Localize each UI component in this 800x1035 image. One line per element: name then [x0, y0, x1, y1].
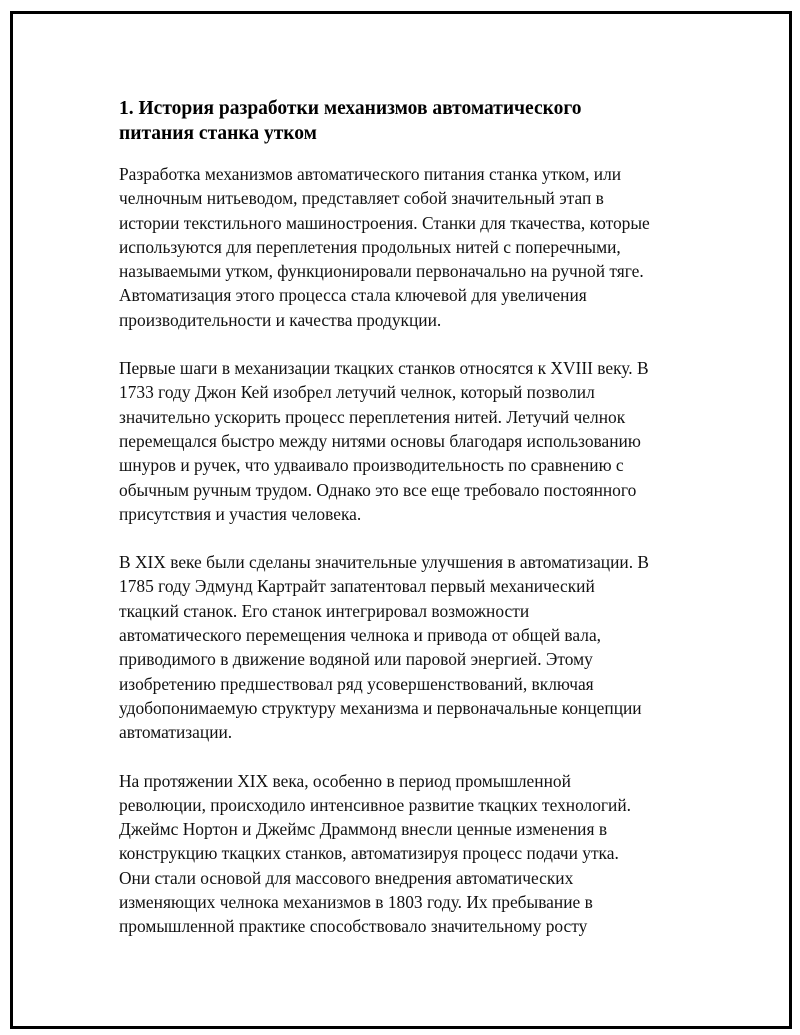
text-line: приводимого в движение водяной или паровой энергией. Этому	[119, 649, 593, 670]
text-line: 1733 году Джон Кей изобрел летучий челнок, который позволил	[119, 382, 595, 403]
text-line: Первые шаги в механизации ткацких станков относятся к XVIII веку. В	[119, 358, 649, 379]
text-line: присутствия и участия человека.	[119, 503, 362, 524]
paragraph-2	[119, 356, 691, 526]
text-line: обычным ручным трудом. Однако это все еще требовало постоянного	[119, 479, 637, 500]
text-line: конструкцию ткацких станков, автоматизируя процесс подачи утка.	[119, 843, 619, 864]
heading-line: 1. История разработки механизмов автоматического	[119, 98, 582, 119]
document-body	[119, 96, 691, 963]
text-line: ткацкий станок. Его станок интегрировал возможности	[119, 600, 530, 621]
text-line: шнуров и ручек, что удваивало производительность по сравнению с	[119, 455, 624, 476]
text-line: автоматизации.	[119, 722, 233, 743]
text-line: перемещался быстро между нитями основы благодаря использованию	[119, 430, 641, 451]
text-line: истории текстильного машиностроения. Станки для ткачества, которые	[119, 212, 650, 233]
text-line: называемыми утком, функционировали первоначально на ручной тяге.	[119, 261, 644, 282]
text-line: революции, происходило интенсивное развитие ткацких технологий.	[119, 794, 632, 815]
text-line: изобретению предшествовал ряд усовершенствований, включая	[119, 673, 594, 694]
section-heading	[119, 96, 691, 146]
text-line: челночным нитьеводом, представляет собой значительный этап в	[119, 188, 604, 209]
text-line: Джеймс Нортон и Джеймс Драммонд внесли ценные изменения в	[119, 819, 608, 840]
text-line: автоматического перемещения челнока и привода от общей вала,	[119, 625, 602, 646]
text-line: Они стали основой для массового внедрения автоматических	[119, 867, 574, 888]
paragraph-3	[119, 550, 691, 744]
text-line: Разработка механизмов автоматического питания станка утком, или	[119, 164, 622, 184]
text-line: изменяющих челнока механизмов в 1803 году. Их пребывание в	[119, 892, 593, 913]
paragraph-4	[119, 769, 691, 939]
text-line: В XIX веке были сделаны значительные улучшения в автоматизации. В	[119, 552, 650, 573]
paragraph-1	[119, 162, 691, 332]
heading-line: питания станка утком	[119, 123, 317, 144]
text-line: значительно ускорить процесс переплетения нитей. Летучий челнок	[119, 406, 626, 427]
text-line: производительности и качества продукции.	[119, 309, 442, 330]
text-line: используются для переплетения продольных нитей с поперечными,	[119, 236, 621, 257]
text-line: удобопонимаемую структуру механизма и первоначальные концепции	[119, 697, 642, 718]
text-line: Автоматизация этого процесса стала ключевой для увеличения	[119, 285, 587, 306]
text-line: На протяжении XIX века, особенно в период промышленной	[119, 770, 571, 791]
text-line: промышленной практике способствовало значительному росту	[119, 916, 588, 937]
text-line: 1785 году Эдмунд Картрайт запатентовал первый механический	[119, 576, 595, 597]
